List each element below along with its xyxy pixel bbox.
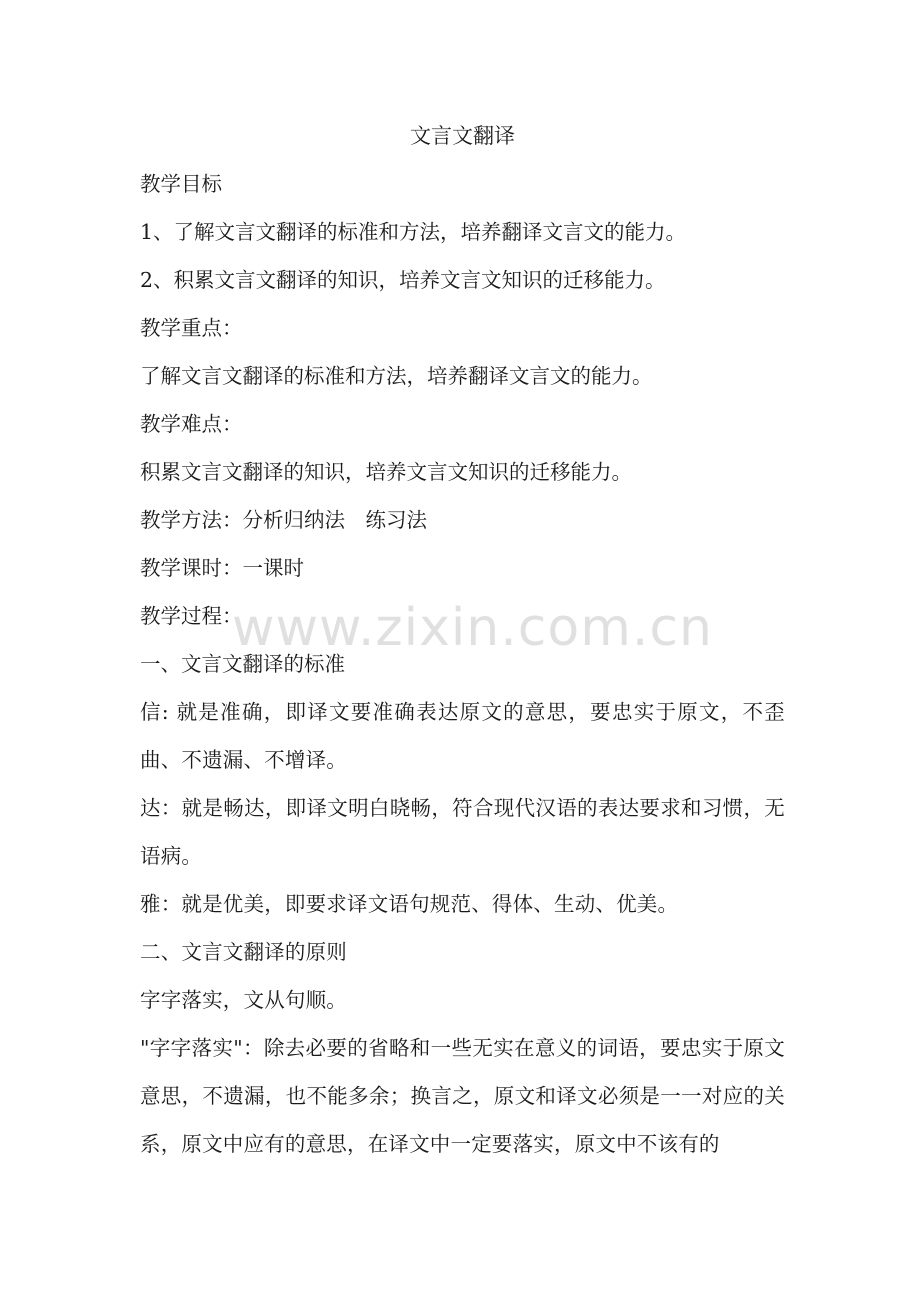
goal-item-2: 2、积累文言文翻译的知识，培养文言文知识的迁移能力。: [140, 268, 666, 292]
standard-faithfulness: 信: 就是准确，即译文要准确表达原文的意思，要忠实于原文，不歪曲、不遗漏、不增译。: [140, 700, 785, 772]
difficult-points-text: 积累文言文翻译的知识，培养文言文知识的迁移能力。: [140, 460, 632, 484]
heading-difficult-points: 教学难点：: [140, 412, 243, 436]
standard-expressiveness: 达：就是畅达，即译文明白晓畅，符合现代汉语的表达要求和习惯，无语病。: [140, 796, 785, 868]
section-heading-principles: 二、文言文翻译的原则: [140, 940, 347, 964]
document-title: 文言文翻译: [410, 124, 515, 148]
watermark: www.zixin.com.cn: [232, 598, 713, 658]
section-heading-standards: 一、文言文翻译的标准: [140, 652, 345, 676]
principle-summary: 字字落实，文从句顺。: [140, 988, 347, 1012]
teaching-methods: 教学方法：分析归纳法 练习法: [140, 508, 427, 532]
goal-item-1: 1、了解文言文翻译的标准和方法，培养翻译文言文的能力。: [140, 220, 687, 244]
teaching-hours: 教学课时：一课时: [140, 556, 304, 580]
standard-elegance: 雅：就是优美，即要求译文语句规范、得体、生动、优美。: [140, 892, 679, 916]
heading-teaching-process: 教学过程：: [140, 604, 243, 628]
heading-key-points: 教学重点：: [140, 316, 243, 340]
document-body: [140, 112, 785, 1168]
heading-teaching-goals: 教学目标: [140, 172, 222, 196]
principle-explanation: "字字落实"：除去必要的省略和一些无实在意义的词语，要忠实于原文意思，不遗漏，也不能多余；换言之，原文和译文必须是一一对应的关系，原文中应有的意思，在译文中一定要落实，原文中不该有的: [140, 1036, 785, 1156]
key-points-text: 了解文言文翻译的标准和方法，培养翻译文言文的能力。: [140, 364, 653, 388]
